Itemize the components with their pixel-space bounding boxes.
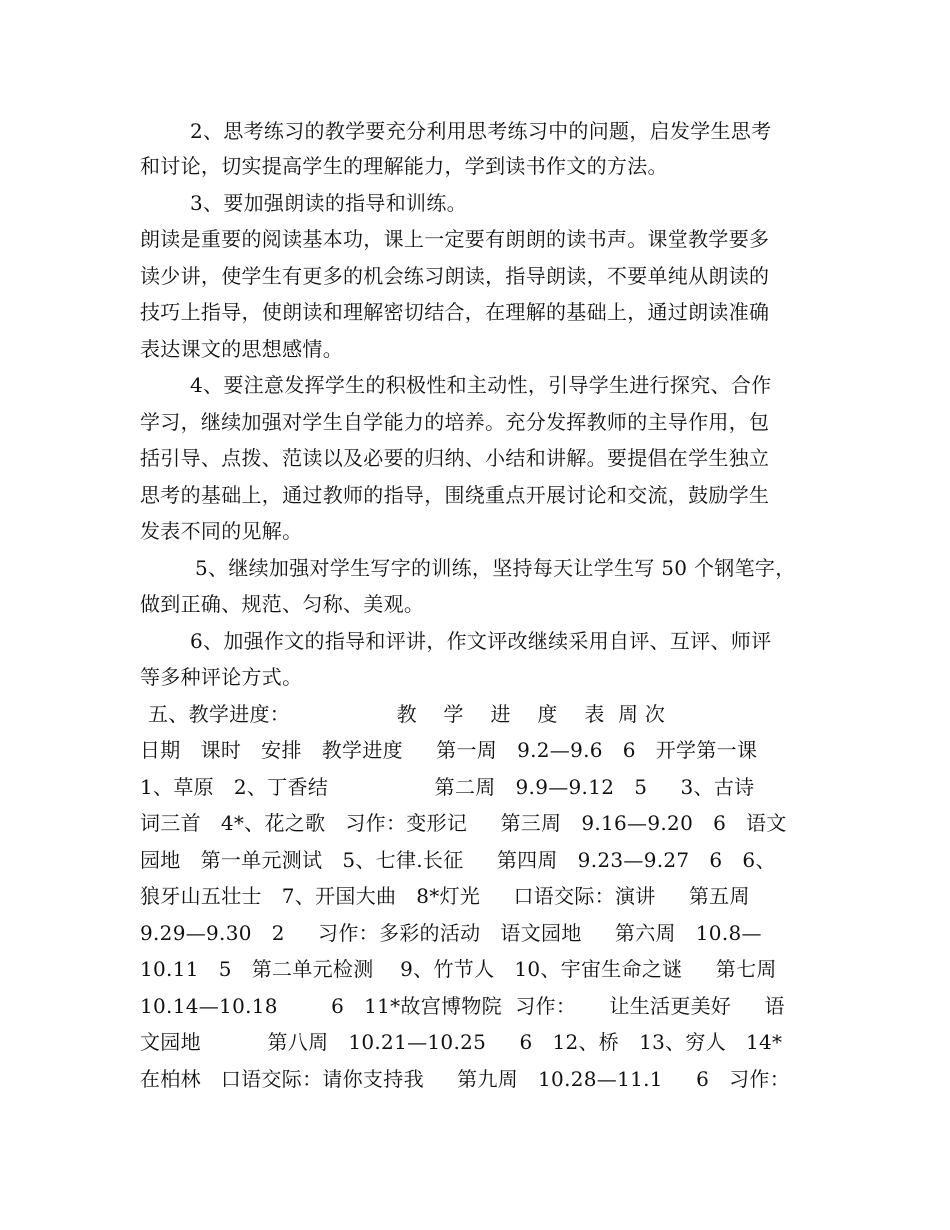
paragraph-line: 表达课文的思想感情。 xyxy=(140,337,343,361)
schedule-line: 1、草原 2、丁香结 第二周 9.9—9.12 5 3、古诗 xyxy=(140,775,755,799)
schedule-line: 在柏林 口语交际：请你支持我 第九周 10.28—11.1 6 习作： xyxy=(140,1067,791,1091)
paragraph-line: 2、思考练习的教学要充分利用思考练习中的问题，启发学生思考 xyxy=(190,119,772,143)
paragraph-line: 4、要注意发挥学生的积极性和主动性，引导学生进行探究、合作 xyxy=(190,373,772,397)
paragraph-line: 等多种评论方式。 xyxy=(140,665,303,689)
schedule-line: 文园地 第八周 10.21—10.25 6 12、桥 13、穷人 14* xyxy=(140,1030,783,1054)
schedule-line: 10.14—10.18 6 11*故宫博物院 习作： 让生活更美好 语 xyxy=(140,994,785,1018)
paragraph-line: 做到正确、规范、匀称、美观。 xyxy=(140,592,425,616)
paragraph-line: 读少讲，使学生有更多的机会练习朗读，指导朗读，不要单纯从朗读的 xyxy=(140,264,770,288)
paragraph-line: 思考的基础上，通过教师的指导，围绕重点开展讨论和交流，鼓励学生 xyxy=(140,483,770,507)
schedule-line: 9.29—9.30 2 习作：多彩的活动 语文园地 第六周 10.8— xyxy=(140,921,762,945)
schedule-line: 日期 课时 安排 教学进度 第一周 9.2—9.6 6 开学第一课 xyxy=(140,738,758,762)
schedule-line: 狼牙山五壮士 7、开国大曲 8*灯光 口语交际：演讲 第五周 xyxy=(140,884,750,908)
schedule-line: 词三首 4*、花之歌 习作：变形记 第三周 9.16—9.20 6 语文 xyxy=(140,811,787,835)
paragraph-line: 发表不同的见解。 xyxy=(140,519,303,543)
schedule-line: 10.11 5 第二单元检测 9、竹节人 10、宇宙生命之谜 第七周 xyxy=(140,957,777,981)
section-heading-line: 五、教学进度： 教 学 进 度 表 周 次 xyxy=(148,702,666,726)
schedule-line: 园地 第一单元测试 5、七律.长征 第四周 9.23—9.27 6 6、 xyxy=(140,848,776,872)
paragraph-line: 6、加强作文的指导和评讲，作文评改继续采用自评、互评、师评 xyxy=(190,629,772,653)
paragraph-line: 技巧上指导，使朗读和理解密切结合，在理解的基础上，通过朗读准确 xyxy=(140,300,770,324)
paragraph-line: 3、要加强朗读的指导和训练。 xyxy=(190,191,467,215)
paragraph-line: 学习，继续加强对学生自学能力的培养。充分发挥教师的主导作用，包 xyxy=(140,410,770,434)
paragraph-line: 朗读是重要的阅读基本功，课上一定要有朗朗的读书声。课堂教学要多 xyxy=(140,227,770,251)
paragraph-line: 和讨论，切实提高学生的理解能力，学到读书作文的方法。 xyxy=(140,154,668,178)
paragraph-line: 5、继续加强对学生写字的训练，坚持每天让学生写 50 个钢笔字， xyxy=(195,556,796,580)
paragraph-line: 括引导、点拨、范读以及必要的归纳、小结和讲解。要提倡在学生独立 xyxy=(140,446,770,470)
